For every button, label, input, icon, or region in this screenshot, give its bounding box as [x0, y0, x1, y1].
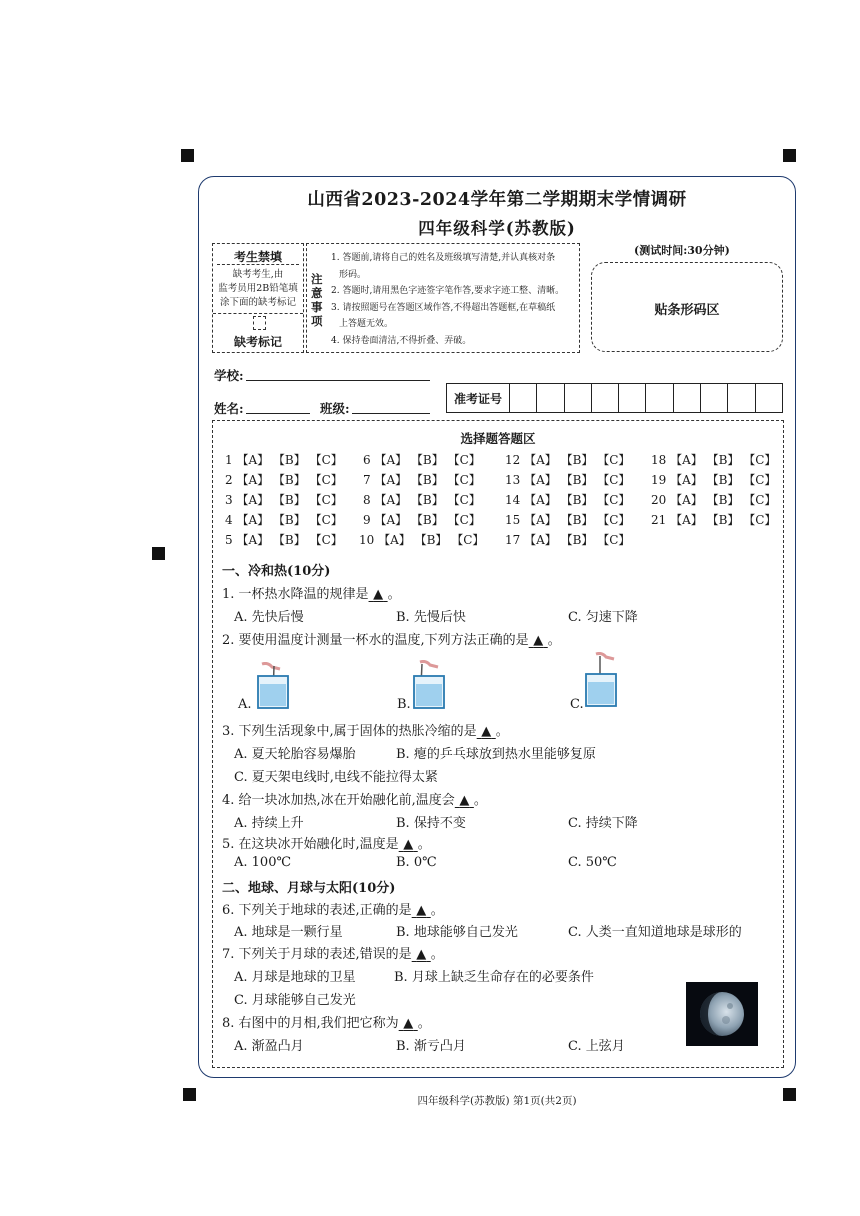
- name-field[interactable]: [246, 399, 310, 414]
- exam-subtitle: 四年级科学(苏教版): [418, 219, 576, 238]
- beaker-a-illustration: [254, 662, 294, 710]
- q2-option-b: B.: [397, 697, 411, 712]
- answer-row[interactable]: 13 【A】 【B】 【C】: [505, 473, 631, 487]
- q4-option-b: B. 保持不变: [396, 816, 466, 831]
- exam-number-cell[interactable]: [592, 384, 619, 412]
- question-2: 2. 要使用温度计测量一杯水的温度,下列方法正确的是 ▲ 。: [222, 633, 561, 648]
- section-1-title: 一、冷和热(10分): [222, 564, 331, 579]
- candidate-absent-box: [212, 243, 304, 353]
- answer-row[interactable]: 9 【A】 【B】 【C】: [363, 513, 481, 527]
- exam-number-cell[interactable]: [565, 384, 592, 412]
- question-1: 1. 一杯热水降温的规律是 ▲ 。: [222, 587, 401, 602]
- answer-row[interactable]: 8 【A】 【B】 【C】: [363, 493, 481, 507]
- q3-option-b: B. 瘪的乒乓球放到热水里能够复原: [396, 747, 596, 762]
- answer-row[interactable]: 5 【A】 【B】 【C】: [225, 533, 343, 547]
- q7-option-a: A. 月球是地球的卫星: [234, 970, 356, 985]
- q7-option-b: B. 月球上缺乏生命存在的必要条件: [394, 970, 594, 985]
- q5-option-a: A. 100℃: [234, 855, 292, 870]
- answer-row[interactable]: 20 【A】 【B】 【C】: [651, 493, 777, 507]
- answer-row[interactable]: 21 【A】 【B】 【C】: [651, 513, 777, 527]
- moon-phase-image: [686, 982, 758, 1046]
- q1-option-c: C. 匀速下降: [568, 610, 638, 625]
- answer-row[interactable]: 10 【A】 【B】 【C】: [359, 533, 485, 547]
- notice-box: [306, 243, 580, 353]
- q8-option-a: A. 渐盈凸月: [234, 1039, 304, 1054]
- answer-row[interactable]: 1 【A】 【B】 【C】: [225, 453, 343, 467]
- q6-option-b: B. 地球能够自己发光: [396, 925, 518, 940]
- section-2-title: 二、地球、月球与太阳(10分): [222, 881, 396, 896]
- exam-number-cell[interactable]: [728, 384, 755, 412]
- answer-row[interactable]: 4 【A】 【B】 【C】: [225, 513, 343, 527]
- q8-option-c: C. 上弦月: [568, 1039, 625, 1054]
- answer-row[interactable]: 6 【A】 【B】 【C】: [363, 453, 481, 467]
- q2-option-a: A.: [238, 697, 252, 712]
- question-5: 5. 在这块冰开始融化时,温度是 ▲ 。: [222, 837, 431, 852]
- answer-row[interactable]: 14 【A】 【B】 【C】: [505, 493, 631, 507]
- question-7: 7. 下列关于月球的表述,错误的是 ▲ 。: [222, 947, 444, 962]
- school-field[interactable]: [246, 366, 430, 381]
- exam-number-cell[interactable]: [756, 384, 782, 412]
- q3-option-c: C. 夏天架电线时,电线不能拉得太紧: [234, 770, 438, 785]
- test-time: (测试时间:30分钟): [634, 244, 730, 257]
- answer-row[interactable]: 18 【A】 【B】 【C】: [651, 453, 777, 467]
- answer-row[interactable]: 19 【A】 【B】 【C】: [651, 473, 777, 487]
- absent-mark-checkbox[interactable]: [253, 316, 266, 330]
- q3-option-a: A. 夏天轮胎容易爆胎: [234, 747, 356, 762]
- answer-row[interactable]: 12 【A】 【B】 【C】: [505, 453, 631, 467]
- q8-option-b: B. 渐亏凸月: [396, 1039, 466, 1054]
- page-footer: 四年级科学(苏教版) 第1页(共2页): [417, 1095, 577, 1107]
- exam-number-grid: [446, 383, 783, 413]
- exam-title: 山西省2023-2024学年第二学期期末学情调研: [307, 190, 687, 210]
- choice-answer-title: 选择题答题区: [460, 431, 536, 446]
- answer-row[interactable]: 15 【A】 【B】 【C】: [505, 513, 631, 527]
- question-4: 4. 给一块冰加热,冰在开始融化前,温度会 ▲ 。: [222, 793, 487, 808]
- answer-row[interactable]: 3 【A】 【B】 【C】: [225, 493, 343, 507]
- answer-row[interactable]: 7 【A】 【B】 【C】: [363, 473, 481, 487]
- q2-option-c: C.: [570, 697, 584, 712]
- answer-row[interactable]: 17 【A】 【B】 【C】: [505, 533, 631, 547]
- exam-number-cell[interactable]: [674, 384, 701, 412]
- registration-mark: [181, 149, 194, 162]
- notice-label: 注意事项: [311, 272, 323, 328]
- q1-option-b: B. 先慢后快: [396, 610, 466, 625]
- candidate-box-text: 缺考考生,由 监考员用2B铅笔填 涂下面的缺考标记: [218, 269, 298, 308]
- exam-number-cell[interactable]: [619, 384, 646, 412]
- q4-option-a: A. 持续上升: [234, 816, 304, 831]
- q5-option-c: C. 50℃: [568, 855, 617, 870]
- registration-mark: [183, 1088, 196, 1101]
- q6-option-a: A. 地球是一颗行星: [234, 925, 343, 940]
- candidate-box-header: 考生禁填: [233, 250, 282, 264]
- q5-option-b: B. 0℃: [396, 855, 437, 870]
- exam-number-cell[interactable]: [510, 384, 537, 412]
- exam-number-cell[interactable]: [646, 384, 673, 412]
- beaker-c-illustration: [584, 652, 624, 708]
- class-field[interactable]: [352, 399, 430, 414]
- school-label: 学校:: [214, 368, 244, 383]
- question-6: 6. 下列关于地球的表述,正确的是 ▲ 。: [222, 903, 444, 918]
- q4-option-c: C. 持续下降: [568, 816, 638, 831]
- name-label: 姓名:: [214, 401, 244, 416]
- absent-mark-label: 缺考标记: [233, 335, 282, 349]
- question-3: 3. 下列生活现象中,属于固体的热胀冷缩的是 ▲ 。: [222, 724, 509, 739]
- q1-option-a: A. 先快后慢: [234, 610, 304, 625]
- barcode-area: 贴条形码区: [591, 262, 783, 352]
- q6-option-c: C. 人类一直知道地球是球形的: [568, 925, 742, 940]
- beaker-b-illustration: [410, 660, 450, 710]
- q7-option-c: C. 月球能够自己发光: [234, 993, 356, 1008]
- registration-mark: [783, 149, 796, 162]
- exam-number-label: 准考证号: [447, 384, 510, 412]
- question-8: 8. 右图中的月相,我们把它称为 ▲ 。: [222, 1016, 431, 1031]
- exam-number-cell[interactable]: [701, 384, 728, 412]
- class-label: 班级:: [320, 401, 350, 416]
- registration-mark: [152, 547, 165, 560]
- notice-items: 1. 答题前,请将自己的姓名及班级填写清楚,并认真核对条 形码。 2. 答题时,请用黑色字迹签字笔作答,要求字迹工整、清晰。 3. 请按照题号在答题区域作答,不得超出答题框,在草稿纸 上答题无效。 4. 保持卷面清洁,不得折叠、弄破。: [331, 253, 565, 346]
- answer-row[interactable]: 2 【A】 【B】 【C】: [225, 473, 343, 487]
- exam-number-cell[interactable]: [537, 384, 564, 412]
